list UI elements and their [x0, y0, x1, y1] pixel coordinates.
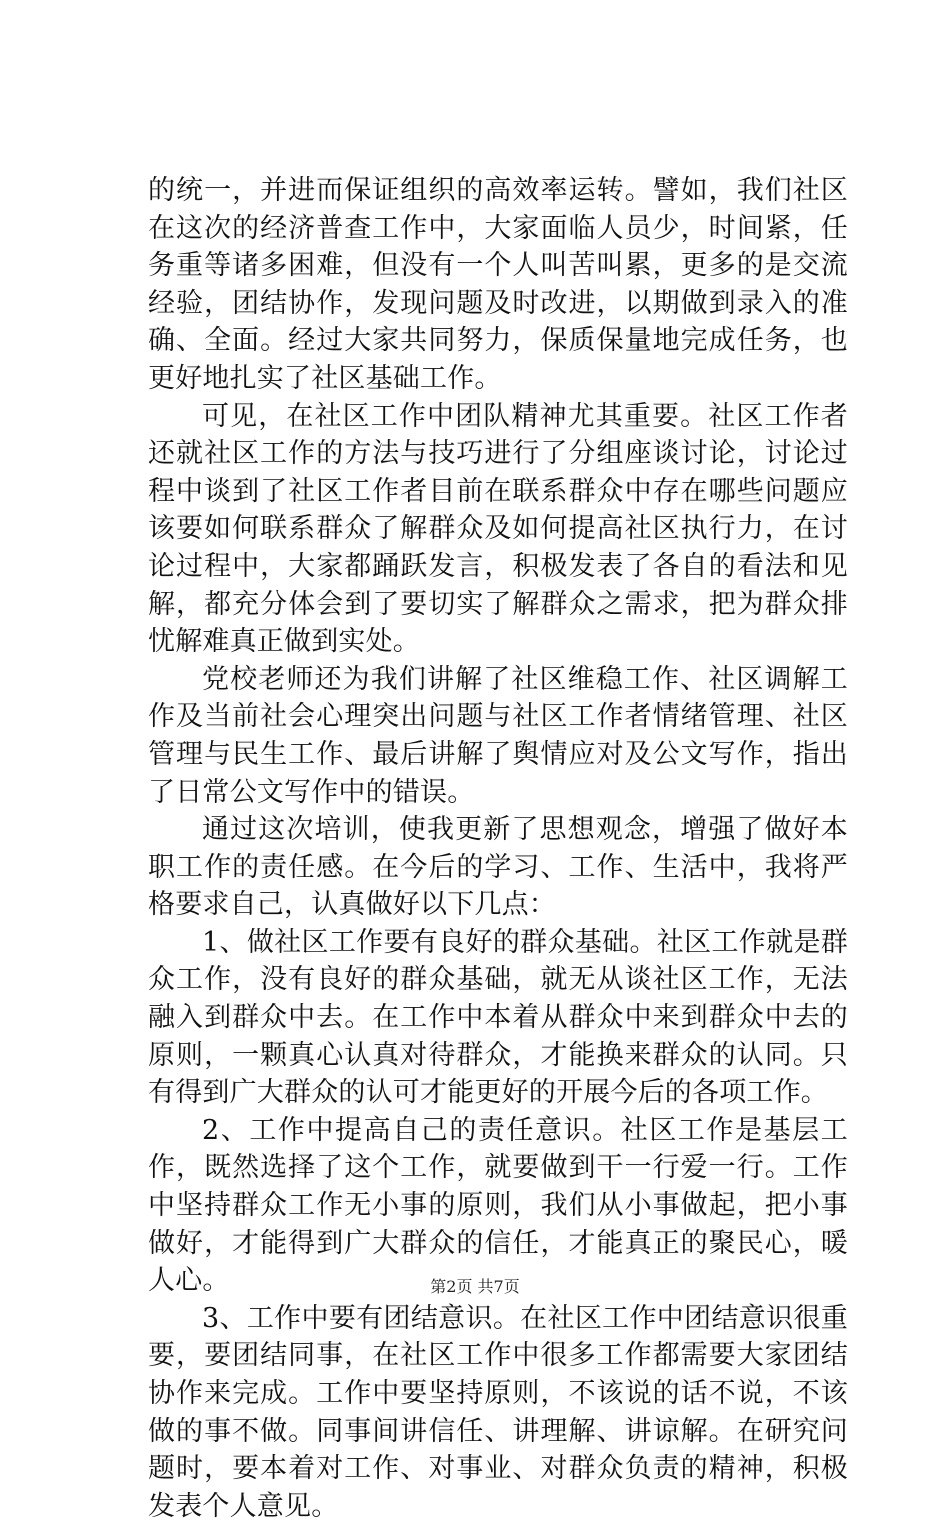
page-number-footer: 第2页 共7页 [430, 1277, 520, 1296]
paragraph-team-spirit: 可见，在社区工作中团队精神尤其重要。社区工作者还就社区工作的方法与技巧进行了分组座谈讨论，讨论过程中谈到了社区工作者目前在联系群众中存在哪些问题应该要如何联系群众了解群众及如何提高社区执行力，在讨论过程中，大家都踊跃发言，积极发表了各自的看法和见解，都充分体会到了要切实了解群众之需求，把为群众排忧解难真正做到实处。 [148, 400, 848, 658]
paragraph-party-school: 党校老师还为我们讲解了社区维稳工作、社区调解工作及当前社会心理突出问题与社区工作者情绪管理、社区管理与民生工作、最后讲解了舆情应对及公文写作，指出了日常公文写作中的错误。 [148, 663, 848, 808]
paragraph-point-1: 1、做社区工作要有良好的群众基础。社区工作就是群众工作，没有良好的群众基础，就无从谈社区工作，无法融入到群众中去。在工作中本着从群众中来到群众中去的原则，一颗真心认真对待群众，才能换来群众的认同。只有得到广大群众的认可才能更好的开展今后的各项工作。 [148, 926, 848, 1109]
paragraph-training-summary: 通过这次培训，使我更新了思想观念，增强了做好本职工作的责任感。在今后的学习、工作、生活中，我将严格要求自己，认真做好以下几点： [148, 814, 848, 921]
paragraph-point-3: 3、工作中要有团结意识。在社区工作中团结意识很重要，要团结同事，在社区工作中很多工作都需要大家团结协作来完成。工作中要坚持原则，不该说的话不说，不该做的事不做。同事间讲信任、讲理解、讲谅解。在研究问题时，要本着对工作、对事业、对群众负责的精神，积极发表个人意见。 [148, 1302, 848, 1522]
paragraph-continuation: 的统一，并进而保证组织的高效率运转。譬如，我们社区在这次的经济普查工作中，大家面临人员少，时间紧，任务重等诸多困难，但没有一个人叫苦叫累，更多的是交流经验，团结协作，发现问题及时改进，以期做到录入的准确、全面。经过大家共同努力，保质保量地完成任务，也更好地扎实了社区基础工作。 [148, 175, 848, 394]
document-body [148, 172, 848, 1525]
paragraph-point-2: 2、工作中提高自己的责任意识。社区工作是基层工作，既然选择了这个工作，就要做到干一行爱一行。工作中坚持群众工作无小事的原则，我们从小事做起，把小事做好，才能得到广大群众的信任，才能真正的聚民心，暖人心。 [148, 1114, 848, 1297]
